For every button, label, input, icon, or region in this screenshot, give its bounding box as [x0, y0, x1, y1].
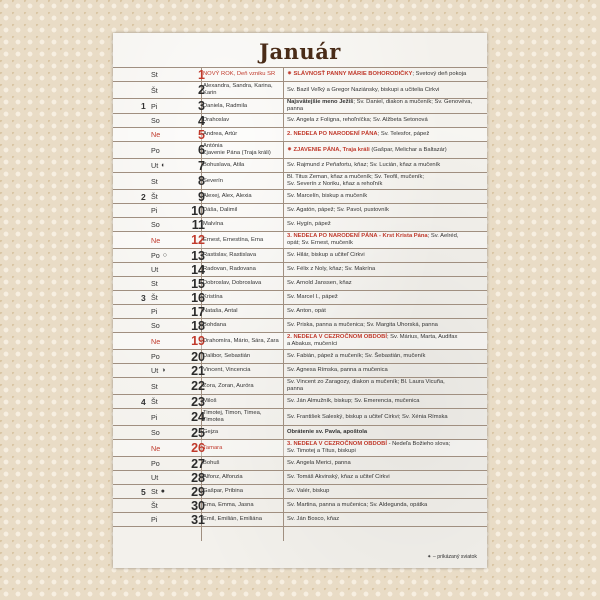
feast-events — [287, 513, 483, 526]
weekday-text: Po — [151, 251, 160, 260]
name-days: Vincent, Vincencia — [203, 367, 251, 374]
day-row — [113, 395, 487, 409]
weekday-text: St — [151, 381, 158, 391]
weekday-text: So — [151, 116, 160, 125]
name-days: Ernest, Ernestína, Erna — [203, 236, 264, 243]
name-days: Daniela, Radmila — [203, 102, 248, 109]
name-days: Antónia Zjavenie Pána (Traja králi) — [203, 143, 271, 156]
day-number: 27 — [191, 456, 205, 471]
calendar-sheet — [113, 33, 487, 568]
day-number: 25 — [191, 425, 205, 440]
feast-events — [287, 249, 483, 262]
weekday-label — [151, 82, 158, 98]
weekday-text: Pi — [151, 101, 158, 111]
weekday-text: Ut — [151, 265, 159, 274]
day-row — [113, 350, 487, 364]
name-days: Emil, Emilián, Emiliána — [203, 516, 262, 523]
weekday-label — [151, 378, 158, 394]
feast-text: ; Sv. Aelréd, opát; Sv. Ernest, mučeník — [287, 233, 459, 246]
feast-highlight: ⁕ SLÁVNOSŤ PANNY MÁRIE BOHORODIČKY — [287, 71, 413, 78]
name-days: Radovan, Radovana — [203, 266, 256, 273]
feast-highlight: 2. NEDEĽA V CEZROČNOM OBDOBÍ — [287, 334, 387, 341]
day-row — [113, 440, 487, 457]
feast-text: Bl. Titus Zeman, kňaz a mučeník; Sv. Teofil, mučeník; Sv. Severín z Noriku, kňaz a rehoľník — [287, 174, 425, 187]
name-days: Zora, Zoran, Auróra — [203, 382, 254, 389]
day-row — [113, 485, 487, 499]
day-row — [113, 173, 487, 190]
feast-text: Sv. Bazil Veľký a Gregor Naziánsky, biskupi a učitelia Cirkvi — [287, 86, 440, 93]
name-days: Drahoslav — [203, 117, 230, 124]
weekday-label — [151, 499, 158, 512]
feast-text: ; Sv. Daniel, diakon a mučeník; Sv. Genovéva, panna — [287, 99, 473, 112]
feast-events — [287, 128, 483, 141]
day-number: 19 — [191, 334, 205, 348]
name-days: Alfonz, Alfonzia — [203, 474, 243, 481]
feast-events — [287, 485, 483, 498]
name-days: Bohuš — [203, 460, 220, 467]
day-row — [113, 457, 487, 471]
feast-text: Sv. Hygín, pápež — [287, 221, 331, 228]
day-row — [113, 333, 487, 350]
feast-text: Sv. Ján Bosco, kňaz — [287, 516, 340, 523]
weekday-text: Pi — [151, 412, 158, 422]
feast-text: Sv. František Saleský, biskup a učiteľ Cirkvi; Sv. Xénia Rímska — [287, 413, 448, 420]
name-days: Miloš — [203, 398, 217, 405]
name-days: Rastislav, Rastislava — [203, 252, 257, 259]
day-row — [113, 142, 487, 159]
name-days: Malvína — [203, 221, 224, 228]
feast-events — [287, 350, 483, 363]
name-days: Bohuslava, Atila — [203, 162, 245, 169]
day-row — [113, 277, 487, 291]
weekday-label — [151, 395, 158, 408]
month-title: Január — [259, 39, 341, 64]
feast-text: Sv. Angela Merici, panna — [287, 460, 351, 467]
weekday-text: Ut — [151, 473, 159, 482]
day-number: 17 — [191, 304, 205, 319]
day-number: 5 — [198, 127, 205, 142]
day-number: 11 — [191, 217, 205, 232]
weekday-text: So — [151, 428, 160, 437]
feast-text: Sv. Valér, biskup — [287, 488, 330, 495]
day-number: 2 — [198, 83, 205, 97]
weekday-label — [151, 333, 160, 349]
weekday-text: So — [151, 220, 160, 229]
feast-events — [287, 232, 483, 248]
name-days: Dáša, Dalimil — [203, 207, 238, 214]
feast-text: Sv. Félix z Noly, kňaz; Sv. Makrína — [287, 266, 376, 273]
weekday-text: St — [151, 70, 158, 79]
day-row — [113, 67, 487, 82]
name-days: Severín — [203, 177, 223, 184]
feast-events — [287, 395, 483, 408]
feast-text: Sv. Rajmund z Peňafortu, kňaz; Sv. Lucián, kňaz a mučeník — [287, 162, 441, 169]
feast-text: Sv. Anton, opát — [287, 308, 326, 315]
day-number: 28 — [191, 470, 205, 485]
weekday-label — [151, 457, 160, 470]
day-number: 18 — [191, 318, 205, 333]
weekday-text: Pi — [151, 515, 158, 524]
feast-highlight: 3. NEDEĽA V CEZROČNOM OBDOBÍ — [287, 441, 387, 448]
day-number: 30 — [191, 498, 205, 513]
weekday-text: Št — [151, 501, 158, 510]
day-number: 4 — [198, 113, 205, 128]
day-row — [113, 99, 487, 114]
weekday-label — [151, 471, 158, 484]
feast-events — [287, 378, 483, 394]
day-row — [113, 232, 487, 249]
day-number: 9 — [198, 189, 205, 204]
name-days: Timotej, Timon, Timea, Timotea — [203, 410, 262, 423]
day-number: 15 — [191, 276, 205, 291]
weekday-text: Št — [151, 192, 158, 201]
day-row — [113, 204, 487, 218]
name-days: Alexej, Alex, Alexia — [203, 193, 252, 200]
week-number: 3 — [141, 293, 146, 303]
moon-phase-icon: ○ — [162, 252, 168, 259]
feast-events — [287, 364, 483, 377]
weekday-text: Po — [151, 459, 160, 468]
day-number: 8 — [198, 174, 205, 188]
feast-events — [287, 159, 483, 172]
day-number: 23 — [191, 394, 205, 409]
weekday-label — [151, 277, 158, 290]
day-number: 20 — [191, 349, 205, 364]
feast-events — [287, 277, 483, 290]
day-number: 16 — [191, 290, 205, 305]
feast-events — [287, 99, 483, 113]
weekday-text: St — [151, 487, 158, 496]
footer-legend: ⁕ – prikázaný sviatok — [427, 554, 477, 560]
feast-events — [287, 457, 483, 470]
day-number: 1 — [198, 67, 205, 82]
feast-text: Sv. Fabián, pápež a mučeník; Sv. Šebastián, mučeník — [287, 353, 426, 360]
feast-text: Sv. Tomáš Akvinský, kňaz a učiteľ Cirkvi — [287, 474, 390, 481]
weekday-text: Ut — [151, 366, 159, 375]
weekday-text: Po — [151, 352, 160, 361]
name-days: Bohdana — [203, 322, 227, 329]
feast-events — [287, 218, 483, 231]
feast-events — [287, 142, 483, 158]
day-number: 7 — [198, 158, 205, 173]
feast-events — [287, 114, 483, 127]
week-number: 1 — [141, 101, 146, 111]
name-days: Kristína — [203, 294, 223, 301]
feast-text: Sv. Agatón, pápež; Sv. Pavol, pustovník — [287, 207, 389, 214]
weekday-label — [151, 485, 165, 498]
weekday-text: St — [151, 176, 158, 186]
day-row — [113, 159, 487, 173]
feast-text: Sv. Arnold Janssen, kňaz — [287, 280, 352, 287]
weekday-label — [151, 513, 157, 526]
weekday-label — [151, 305, 157, 318]
feast-events — [287, 471, 483, 484]
name-days: Drahomíra, Mário, Sára, Zara — [203, 337, 279, 344]
name-days: Gašpar, Pribina — [203, 488, 243, 495]
feast-highlight: 2. NEDEĽA PO NARODENÍ PÁNA — [287, 131, 378, 138]
feast-events — [287, 173, 483, 189]
week-number: 5 — [141, 487, 146, 497]
name-days: Tamara — [203, 444, 223, 451]
weekday-label — [151, 364, 165, 377]
weekday-label — [151, 128, 160, 141]
feast-events — [287, 409, 483, 425]
day-row — [113, 305, 487, 319]
feast-text: ; Sv. Márius, Marta, Audifax a Abakus, mučeníci — [287, 334, 458, 347]
weekday-label — [151, 142, 160, 158]
weekday-text: Št — [151, 85, 158, 95]
weekday-label — [151, 426, 160, 439]
name-days: NOVÝ ROK, Deň vzniku SR — [203, 71, 276, 78]
weekday-text: St — [151, 279, 158, 288]
weekday-text: Ne — [151, 235, 161, 245]
weekday-label — [151, 218, 160, 231]
weekday-text: Št — [151, 397, 158, 406]
weekday-label — [151, 99, 157, 113]
feast-text: Sv. Agnesa Rímska, panna a mučenica — [287, 367, 388, 374]
weekday-label — [151, 291, 158, 304]
feast-events — [287, 440, 483, 456]
feast-events — [287, 426, 483, 439]
day-row — [113, 128, 487, 142]
day-number: 6 — [198, 143, 205, 157]
week-number: 4 — [141, 397, 146, 407]
feast-text: Sv. Angela z Foligna, rehoľníčka; Sv. Alžbeta Setonová — [287, 117, 428, 124]
day-row — [113, 82, 487, 99]
day-row — [113, 471, 487, 485]
feast-events — [287, 333, 483, 349]
weekday-text: So — [151, 321, 160, 330]
feast-text: Sv. Ján Almužník, biskup; Sv. Emerencia, mučenica — [287, 398, 420, 405]
moon-phase-icon: ◐ — [161, 162, 166, 169]
feast-text: Najsvätejšie meno Ježiš — [287, 99, 354, 106]
feast-events — [287, 291, 483, 304]
day-row — [113, 218, 487, 232]
day-row — [113, 263, 487, 277]
weekday-label — [151, 319, 160, 332]
day-row — [113, 291, 487, 305]
feast-text: Obrátenie sv. Pavla, apoštola — [287, 429, 368, 436]
day-row — [113, 364, 487, 378]
weekday-label — [151, 114, 160, 127]
day-list — [113, 67, 487, 527]
weekday-label — [151, 350, 160, 363]
weekday-text: Po — [151, 145, 160, 155]
day-number: 10 — [191, 203, 205, 218]
weekday-label — [151, 232, 160, 248]
name-days: Nataša, Antal — [203, 308, 238, 315]
day-row — [113, 190, 487, 204]
moon-phase-icon: ● — [160, 488, 166, 495]
feast-highlight: ⁕ ZJAVENIE PÁNA, Traja králi — [287, 146, 370, 153]
feast-text: Sv. Marcel I., pápež — [287, 294, 338, 301]
name-days: Andrea, Artúr — [203, 131, 238, 138]
feast-events — [287, 319, 483, 332]
moon-phase-icon: ◑ — [161, 367, 166, 374]
feast-text: (Gašpar, Melichar a Baltazár) — [369, 146, 447, 153]
weekday-label — [151, 249, 167, 262]
weekday-label — [151, 409, 157, 425]
weekday-text: Ut — [151, 161, 159, 170]
feast-text: Sv. Priska, panna a mučenica; Sv. Margita Uhorská, panna — [287, 322, 438, 329]
feast-events — [287, 305, 483, 318]
day-number: 26 — [191, 441, 205, 455]
feast-events — [287, 82, 483, 98]
day-row — [113, 426, 487, 440]
day-number: 3 — [198, 99, 205, 113]
feast-text: Sv. Martina, panna a mučenica; Sv. Aldegunda, opátka — [287, 502, 428, 509]
name-days: Alexandra, Sandra, Karina, Karin — [203, 83, 273, 96]
weekday-text: Št — [151, 293, 158, 302]
feast-text: - Nedeľa Božieho slova; Sv. Timotej a Títus, biskupi — [287, 441, 451, 454]
day-row — [113, 114, 487, 128]
day-number: 14 — [191, 262, 205, 277]
day-number: 24 — [191, 410, 205, 424]
day-number: 22 — [191, 379, 205, 393]
day-number: 31 — [191, 512, 205, 527]
feast-text: Sv. Marcelín, biskup a mučeník — [287, 193, 368, 200]
feast-highlight: 3. NEDEĽA PO NARODENÍ PÁNA - Krst Krista Pána — [287, 233, 428, 240]
day-row — [113, 378, 487, 395]
weekday-text: Pi — [151, 307, 158, 316]
feast-events — [287, 68, 483, 81]
name-days: Dobroslav, Dobroslava — [203, 280, 262, 287]
weekday-label — [151, 204, 157, 217]
weekday-text: Ne — [151, 130, 161, 139]
feast-events — [287, 204, 483, 217]
day-row — [113, 409, 487, 426]
feast-text: ; Sv. Telesfor, pápež — [377, 131, 430, 138]
day-number: 13 — [191, 248, 205, 263]
feast-text: Sv. Vincent zo Zaragozy, diakon a mučeník; Bl. Laura Vicuña, panna — [287, 379, 445, 392]
feast-text: ; Svetový deň pokoja — [412, 71, 467, 78]
feast-text: Sv. Hilár, biskup a učiteľ Cirkvi — [287, 252, 365, 259]
day-number: 21 — [191, 363, 205, 378]
feast-events — [287, 499, 483, 512]
day-number: 12 — [191, 233, 205, 247]
week-number: 2 — [141, 192, 146, 202]
weekday-label — [151, 263, 158, 276]
weekday-label — [151, 68, 158, 81]
feast-events — [287, 190, 483, 203]
weekday-label — [151, 440, 160, 456]
name-days: Dalibor, Sebastián — [203, 353, 251, 360]
weekday-text: Ne — [151, 336, 161, 346]
weekday-text: Ne — [151, 443, 161, 453]
day-row — [113, 249, 487, 263]
feast-events — [287, 263, 483, 276]
weekday-label — [151, 173, 158, 189]
weekday-label — [151, 159, 165, 172]
name-days: Ema, Emma, Jasna — [203, 502, 254, 509]
day-row — [113, 499, 487, 513]
day-row — [113, 513, 487, 527]
name-days: Gejza — [203, 429, 219, 436]
weekday-text: Pi — [151, 206, 158, 215]
day-number: 29 — [191, 484, 205, 499]
weekday-label — [151, 190, 158, 203]
day-row — [113, 319, 487, 333]
